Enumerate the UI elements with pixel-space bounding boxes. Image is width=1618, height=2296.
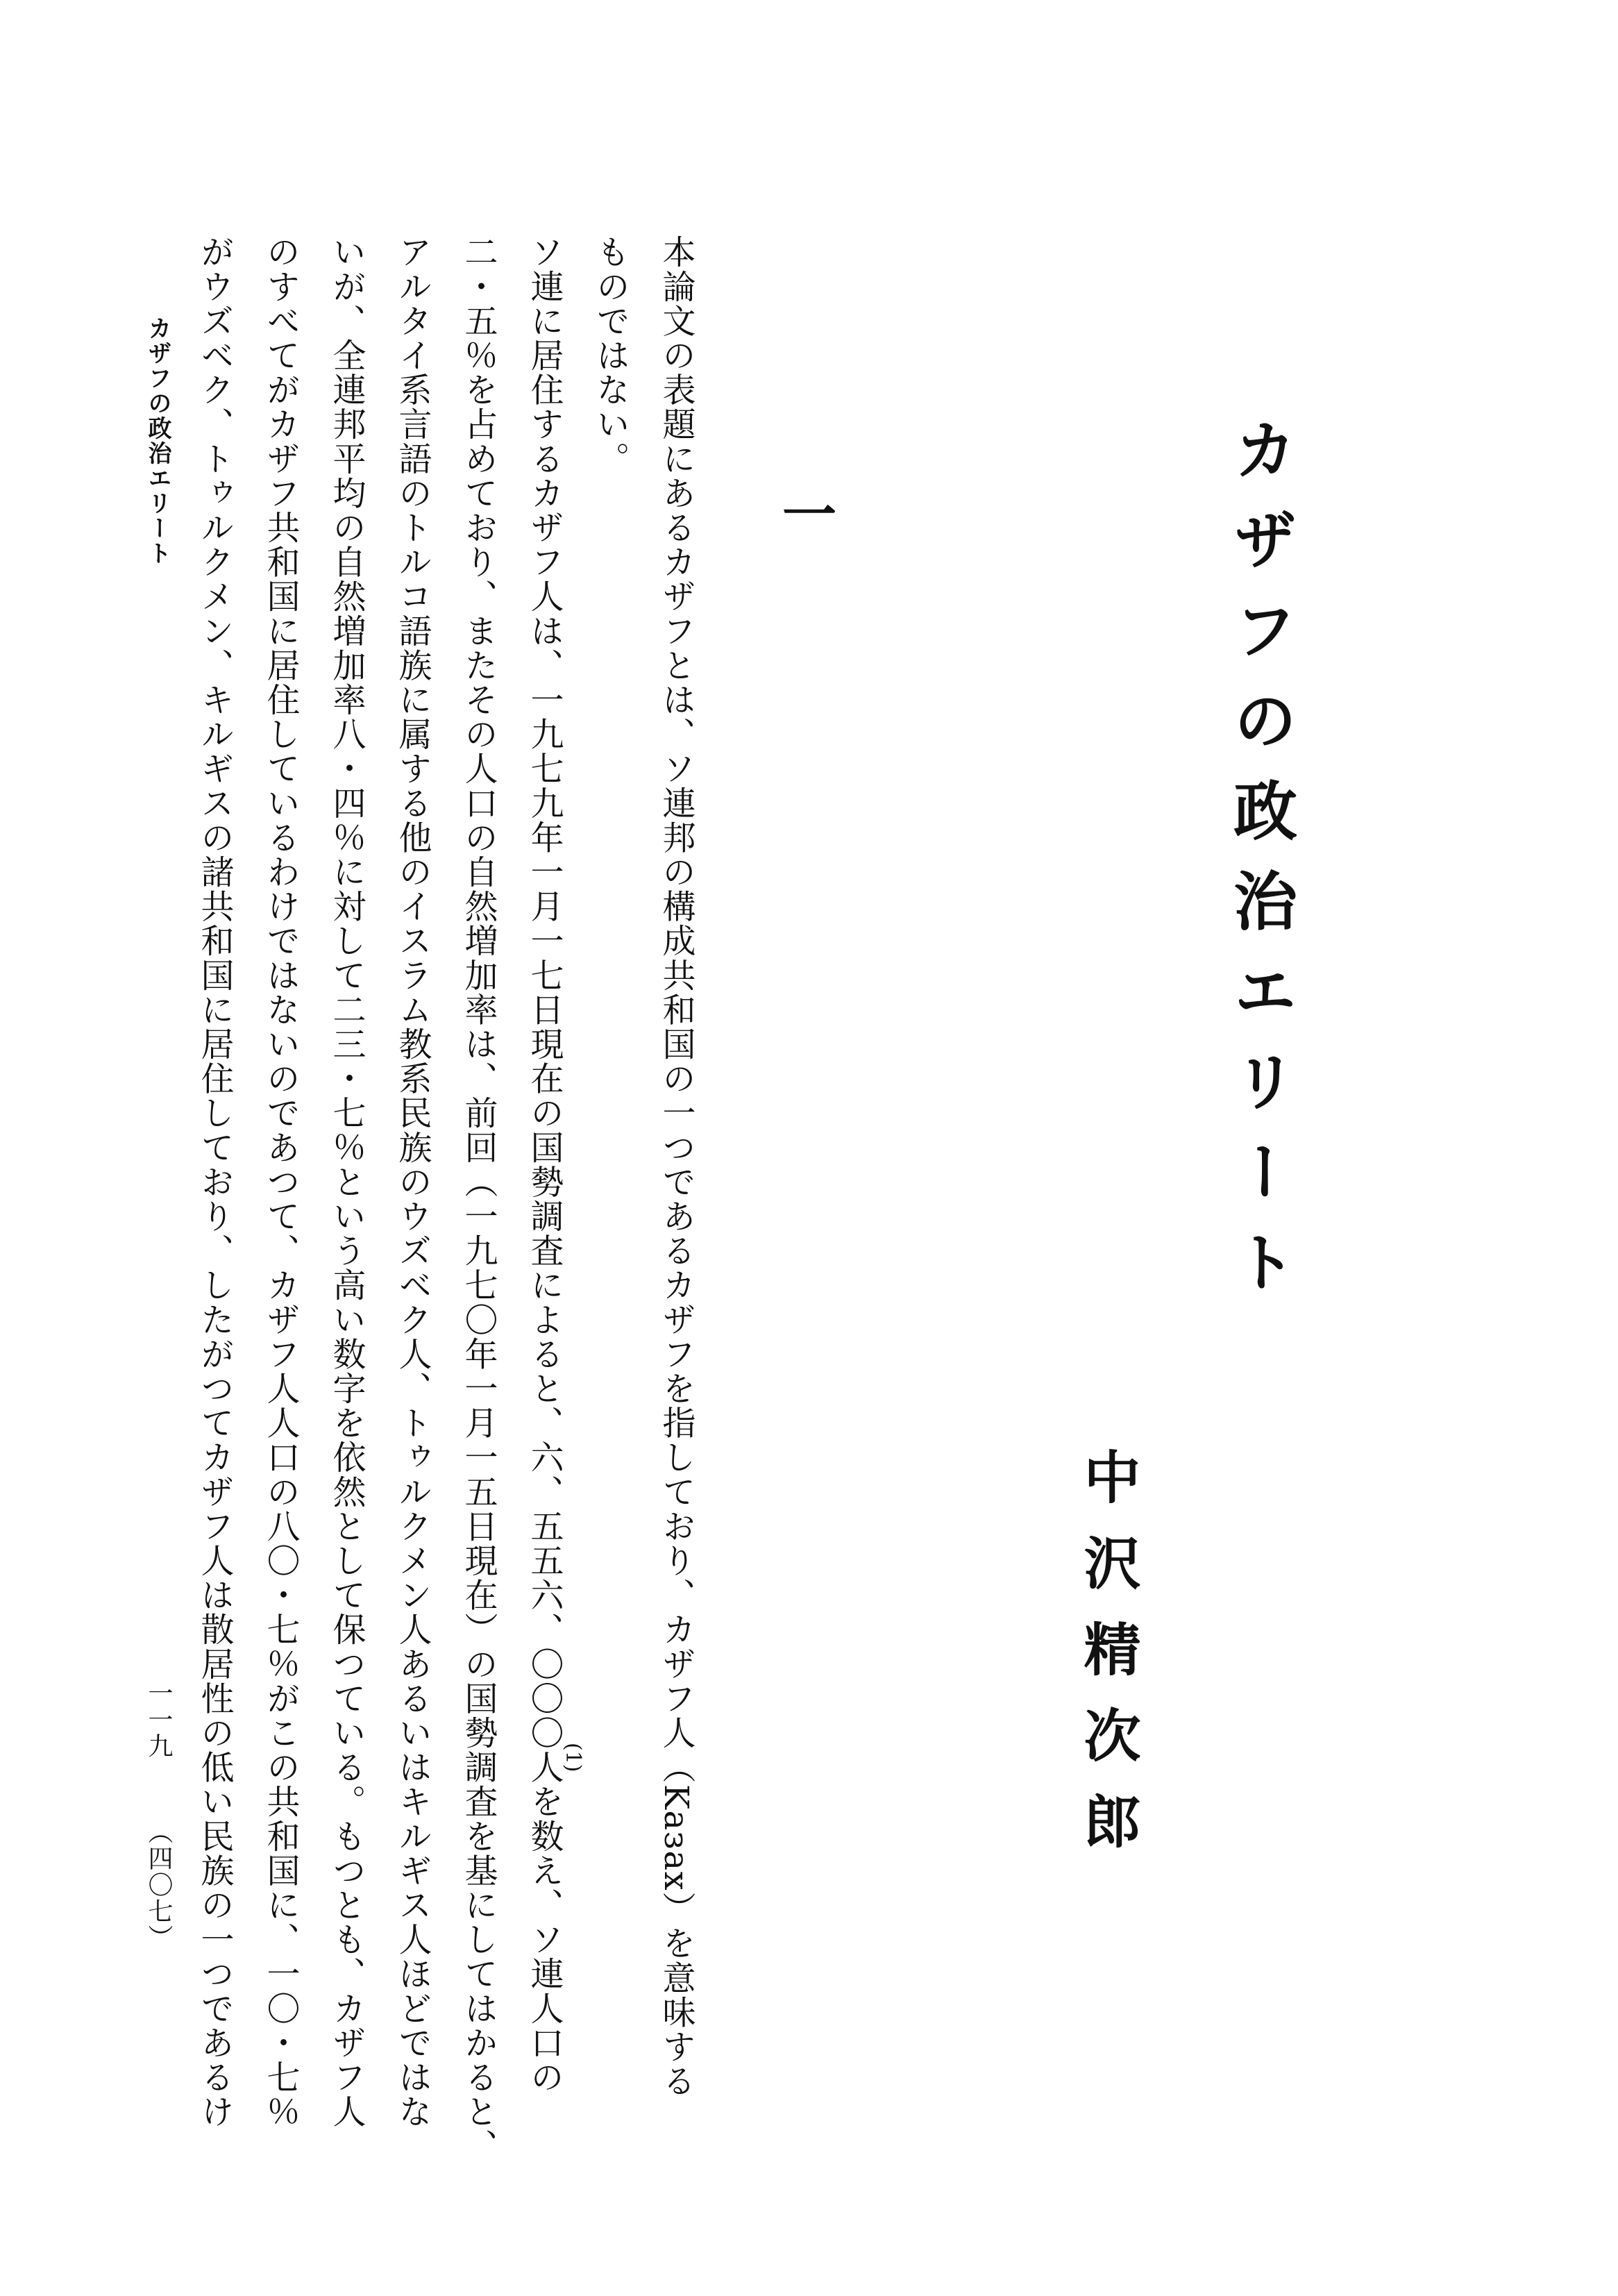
body-line-4: 二・五％を占めており、またその人口の自然増加率は、前回（一九七〇年一月一五日現在）の国勢調査を基にしてはかると、	[459, 235, 498, 2163]
body-line-1: 本論文の表題にあるカザフとは、ソ連邦の構成共和国の一つであるカザフを指しており、カザフ人（Kазах）を意味する	[657, 235, 696, 2098]
body-line-3-text: ソ連に居住するカザフ人は、一九七九年一月一七日現在の国勢調査によると、六、五五六、〇〇〇人を数え、ソ連人口の	[525, 235, 564, 2095]
author-name: 中沢精次郎	[1075, 1448, 1141, 1878]
body-line-3	[525, 235, 564, 2095]
body-line-7: のすべてがカザフ共和国に居住しているわけではないのであつて、カザフ人人口の八〇・七％がこの共和国に、一〇・七％	[261, 235, 300, 2129]
paper-title: カザフの政治エリート	[1223, 417, 1298, 1319]
body-line-6: いが、全連邦平均の自然増加率八・四％に対して二三・七％という高い数字を依然として保つている。もつとも、カザフ人	[327, 235, 366, 2129]
section-number: 一	[773, 486, 836, 540]
body-line-8: がウズベク、トゥルクメン、キルギスの諸共和国に居住しており、したがつてカザフ人は散居性の低い民族の一つであるけ	[195, 235, 234, 2129]
footnote-reference: (1)	[561, 1743, 585, 1773]
page-number: 一一九	[144, 1680, 173, 1759]
page-number-alt: （四〇七）	[144, 1819, 173, 1951]
body-line-5: アルタイ系言語のトルコ語族に属する他のイスラム教系民族のウズベク人、トゥルクメン人あるいはキルギス人ほどではな	[393, 235, 432, 2129]
body-line-2: ものではない。	[591, 235, 630, 476]
running-head: カザフの政治エリート	[144, 316, 171, 566]
